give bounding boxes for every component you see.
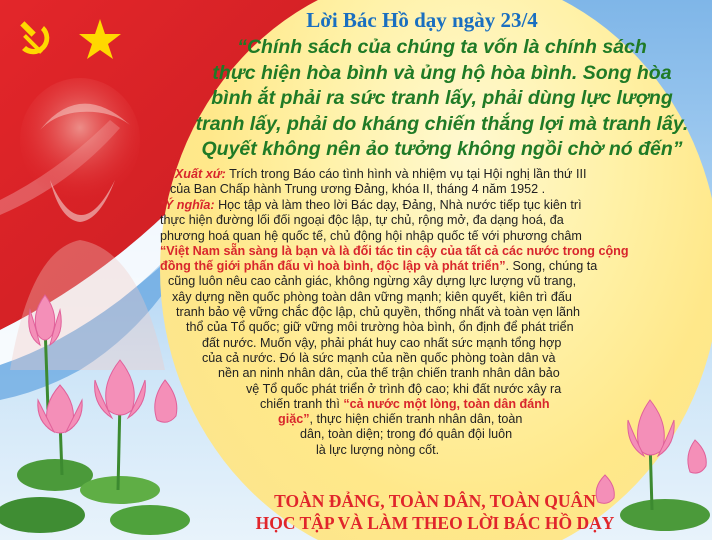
meaning-text: cũng luôn nêu cao cảnh giác, không ngừng xây dựng lực lượng vũ trang, (168, 274, 577, 289)
meaning-text: là lực lượng nòng cốt. (316, 442, 440, 457)
meaning-emphasis: giặc” (278, 412, 310, 427)
meaning-section (160, 198, 708, 458)
meaning-text: vệ Tổ quốc phát triển ở trình độ cao; khi đất nước xây ra (246, 381, 562, 396)
slogan-line: HỌC TẬP VÀ LÀM THEO LỜI BÁC HỒ DẠY (255, 513, 615, 533)
meaning-text: thổ của Tổ quốc; giữ vững môi trường hòa bình, ổn định để phát triển (186, 320, 574, 335)
meaning-text: xây dựng nền quốc phòng toàn dân vững mạnh; kiên quyết, kiên trì đấu (172, 289, 572, 304)
meaning-text: của cả nước. Đó là sức mạnh của nền quốc phòng toàn dân và (202, 350, 556, 365)
source-label: *Xuất xứ: (170, 167, 226, 181)
meaning-emphasis: “cả nước một lòng, toàn dân đánh (343, 396, 550, 411)
poster-title: Lời Bác Hồ dạy ngày 23/4 (306, 8, 538, 32)
quote-line: bình ắt phải ra sức tranh lấy, phải dùng lực lượng (211, 87, 673, 109)
source-text: của Ban Chấp hành Trung ương Đảng, khóa II, tháng 4 năm 1952 . (170, 182, 546, 196)
meaning-text: đất nước. Muốn vậy, phải phát huy cao nhất sức mạnh tổng hợp (202, 335, 562, 350)
meaning-text: phương hoá quan hệ quốc tế, chủ động hội nhập quốc tế với phương châm (160, 228, 582, 243)
meaning-text: nền an ninh nhân dân, của thế trận chiến tranh nhân dân bảo (218, 366, 560, 381)
source-section (170, 167, 705, 197)
source-text: Trích trong Báo cáo tình hình và nhiệm vụ tại Hội nghị lần thứ III (225, 167, 587, 181)
meaning-label: *Ý nghĩa: (160, 198, 215, 212)
meaning-emphasis: “Việt Nam sẵn sàng là bạn và là đối tác tin cậy của tất cả các nước trong cộng (160, 243, 629, 258)
meaning-text: . Song, chúng ta (505, 259, 598, 274)
meaning-text: , thực hiện chiến tranh nhân dân, toàn (309, 412, 523, 427)
star-icon (78, 18, 122, 60)
quote-line: tranh lấy, phải do kháng chiến thắng lợi mà tranh lấy. (195, 112, 689, 135)
meaning-text: Học tập và làm theo lời Bác dạy, Đảng, Nhà nước tiếp tục kiên trì (214, 198, 582, 212)
meaning-text: thực hiện đường lối đối ngoại độc lập, tự chủ, rộng mở, đa dạng hoá, đa (160, 213, 564, 228)
quote (172, 35, 712, 163)
quote-line: Quyết không nên ảo tưởng không ngồi chờ nó đến” (201, 138, 683, 160)
meaning-emphasis: đồng thế giới phấn đấu vì hoà bình, độc lập và phát triển” (160, 259, 506, 274)
meaning-text: dân, toàn diện; trong đó quân đội luôn (300, 427, 513, 442)
meaning-text: tranh bảo vệ vững chắc độc lập, chủ quyền, thống nhất và toàn vẹn lãnh (176, 305, 581, 320)
slogan-line: TOÀN ĐẢNG, TOÀN DÂN, TOÀN QUÂN (274, 491, 596, 511)
quote-line: thực hiện hòa bình và ủng hộ hòa bình. Song hòa (212, 61, 672, 84)
slogan (200, 490, 670, 534)
hammer-sickle-icon (14, 20, 54, 60)
meaning-text: chiến tranh thì (260, 396, 344, 411)
quote-line: “Chính sách của chúng ta vốn là chính sách (237, 36, 647, 58)
